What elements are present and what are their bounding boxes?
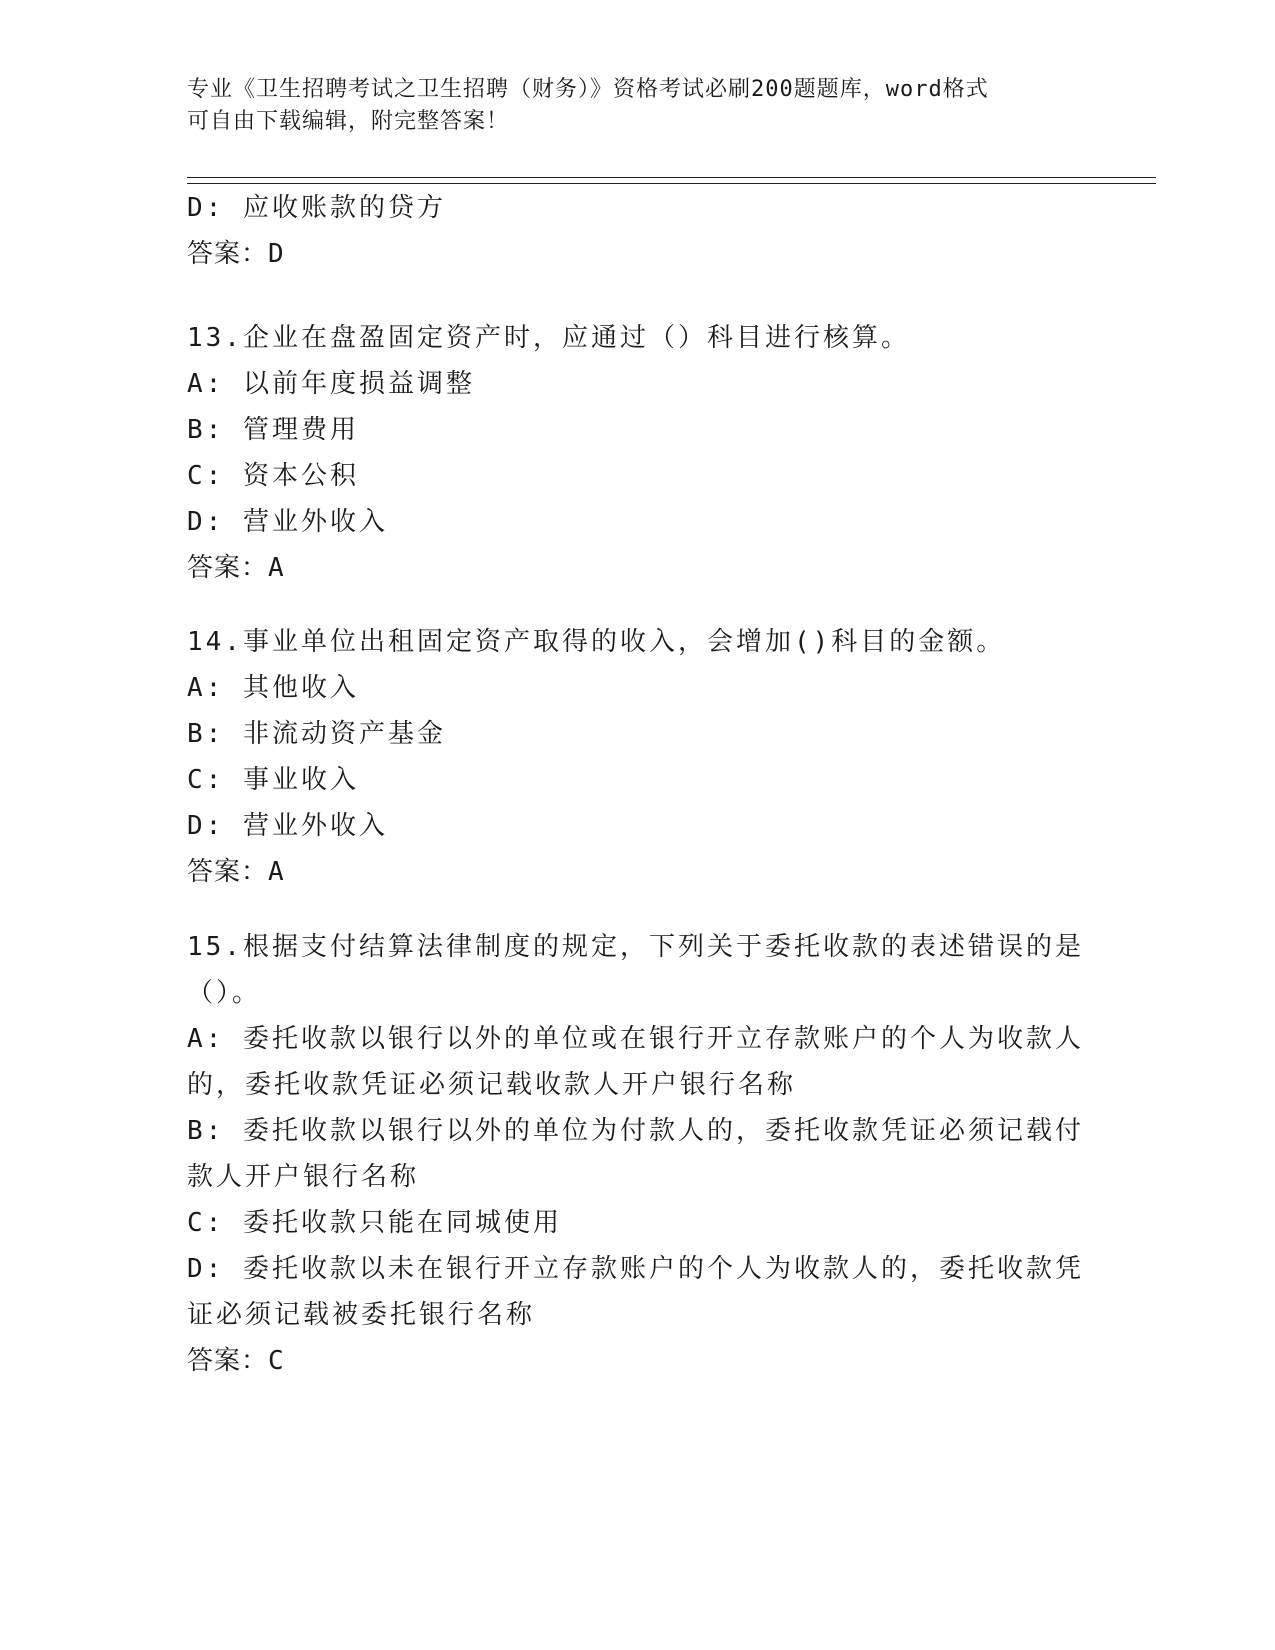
answer-label: 答案： [187,1346,269,1376]
answer-label: 答案： [187,553,269,583]
option-b-line-2: 款人开户银行名称 [187,1162,420,1192]
question-title-line-2: （）。 [187,978,262,1008]
option-d: D: 营业外收入 [187,811,388,841]
header-line-1: 专业《卫生招聘考试之卫生招聘（财务）》资格考试必刷200题题库，word格式 [187,77,989,102]
option-b: B: 非流动资产基金 [187,719,446,749]
answer-line [187,545,1087,591]
option-d: D: 应收账款的贷方 [187,193,446,223]
option-c: C: 委托收款只能在同城使用 [187,1208,562,1238]
header-rule-bottom [187,183,1156,184]
option-a: A: 其他收入 [187,673,359,703]
answer-value: A [268,857,285,887]
answer-label: 答案： [187,239,269,269]
option-a: A: 以前年度损益调整 [187,369,475,399]
answer-label: 答案： [187,857,269,887]
option-a-line-1: A: 委托收款以银行以外的单位或在银行开立存款账户的个人为收款人 [187,1024,1084,1054]
header-line-2: 可自由下载编辑，附完整答案！ [187,109,510,134]
answer-value: A [268,553,285,583]
answer-line [187,231,1087,277]
option-d: D: 营业外收入 [187,507,388,537]
answer-value: C [268,1346,285,1376]
option-a-line-2: 的，委托收款凭证必须记载收款人开户银行名称 [187,1070,797,1100]
option-c: C: 资本公积 [187,461,359,491]
header-rule-top [187,177,1156,178]
option-d-line-2: 证必须记载被委托银行名称 [187,1300,536,1330]
question-13 [187,315,1087,591]
question-15 [187,924,1087,1384]
option-b: B: 管理费用 [187,415,359,445]
answer-line [187,1338,1087,1384]
option-b-line-1: B: 委托收款以银行以外的单位为付款人的，委托收款凭证必须记载付 [187,1116,1084,1146]
question-title: 14.事业单位出租固定资产取得的收入，会增加()科目的金额。 [187,627,1006,657]
option-d-line-1: D: 委托收款以未在银行开立存款账户的个人为收款人的，委托收款凭 [187,1254,1084,1284]
option-c: C: 事业收入 [187,765,359,795]
answer-value: D [268,239,285,269]
document-header [187,74,1067,138]
question-title: 13.企业在盘盈固定资产时，应通过（）科目进行核算。 [187,323,910,353]
question-title-line-1: 15.根据支付结算法律制度的规定，下列关于委托收款的表述错误的是 [187,932,1084,962]
answer-line [187,849,1087,895]
prev-question-tail [187,185,1087,277]
question-14 [187,619,1087,895]
